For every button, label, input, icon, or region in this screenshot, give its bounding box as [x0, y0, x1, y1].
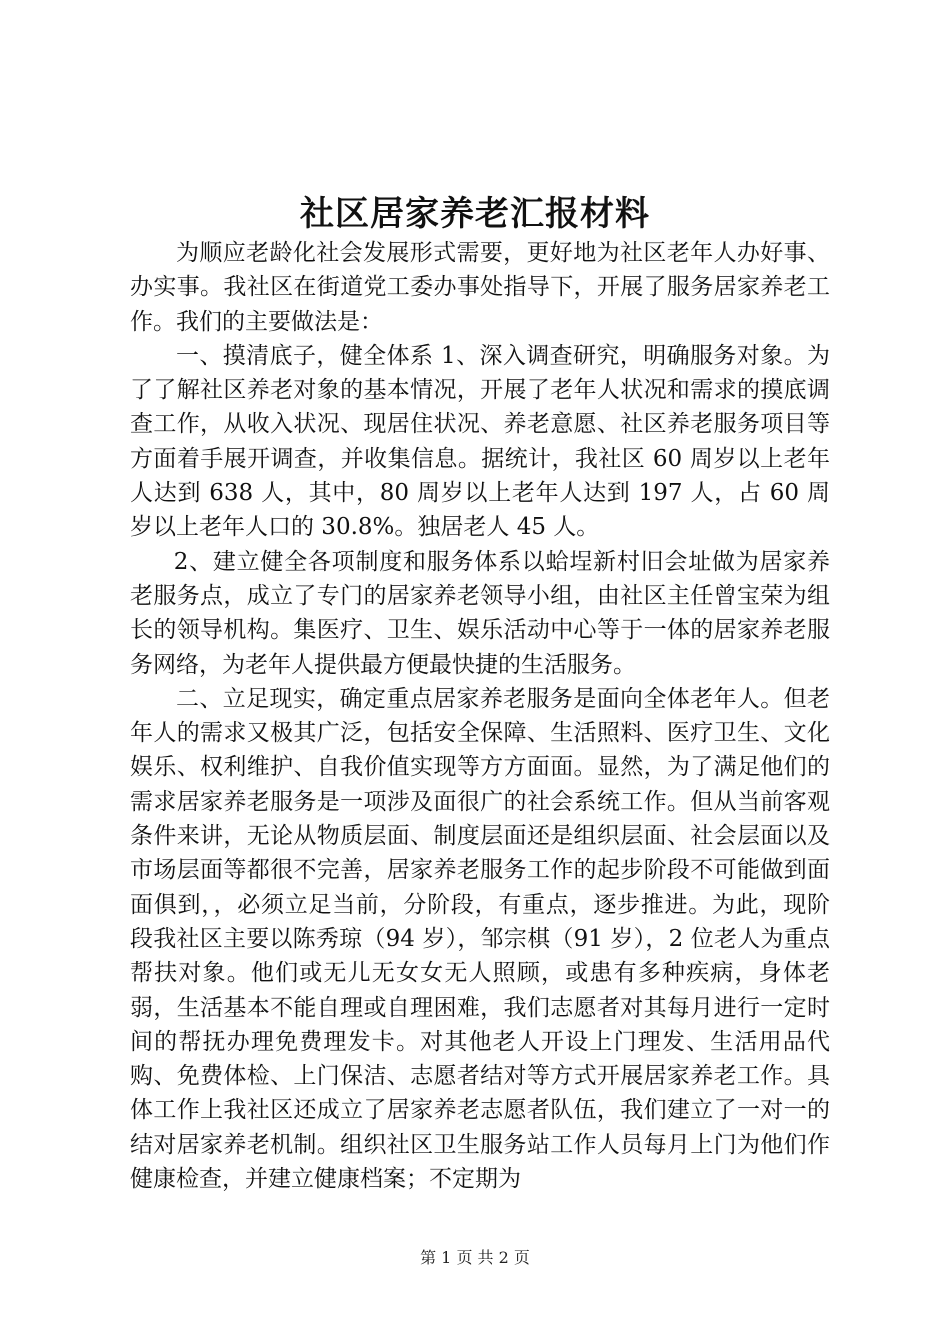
section-1-item-2-paragraph: 2、建立健全各项制度和服务体系以蛤埕新村旧会址做为居家养老服务点，成立了专门的居家养老领导小组，由社区主任曾宝荣为组长的领导机构。集医疗、卫生、娱乐活动中心等于一体的居家养老服务网络，为老年人提供最方便最快捷的生活服务。	[130, 548, 830, 678]
section-2-paragraph: 二、立足现实，确定重点居家养老服务是面向全体老年人。但老年人的需求又极其广泛，包括安全保障、生活照料、医疗卫生、文化娱乐、权利维护、自我价值实现等方方面面。显然，为了满足他们的需求居家养老服务是一项涉及面很广的社会系统工作。但从当前客观条件来讲，无论从物质层面、制度层面还是组织层面、社会层面以及市场层面等都很不完善，居家养老服务工作的起步阶段不可能做到面面俱到，，必须立足当前，分阶段，有重点，逐步推进。为此，现阶段我社区主要以陈秀琼（94 岁），邹宗棋（91 岁），2 位老人为重点帮扶对象。他们或无儿无女女无人照顾，或患有多种疾病，身体老弱，生活基本不能自理或自理困难，我们志愿者对其每月进行一定时间的帮抚办理免费理发卡。对其他老人开设上门理发、生活用品代购、免费体检、上门保洁、志愿者结对等方式开展居家养老工作。具体工作上我社区还成立了居家养老志愿者队伍，我们建立了一对一的结对居家养老机制。组织社区卫生服务站工作人员每月上门为他们作健康检查，并建立健康档案；不定期为	[130, 685, 830, 1193]
document-title: 社区居家养老汇报材料	[300, 194, 650, 234]
intro-paragraph: 为顺应老龄化社会发展形式需要，更好地为社区老年人办好事、办实事。我社区在街道党工委办事处指导下，开展了服务居家养老工作。我们的主要做法是：	[130, 240, 830, 335]
section-1-paragraph: 一、摸清底子，健全体系 1、深入调查研究，明确服务对象。为了了解社区养老对象的基本情况，开展了老年人状况和需求的摸底调查工作，从收入状况、现居住状况、养老意愿、社区养老服务项目等方面着手展开调查，并收集信息。据统计，我社区 60 周岁以上老年人达到 638 人，其中，80 周岁以上老年人达到 197 人，占 60 周岁以上老年人口的 30.8%。独居老人 45 人。	[130, 342, 830, 541]
page-footer: 第 1 页 共 2 页	[420, 1248, 530, 1267]
document-body	[130, 236, 830, 1196]
